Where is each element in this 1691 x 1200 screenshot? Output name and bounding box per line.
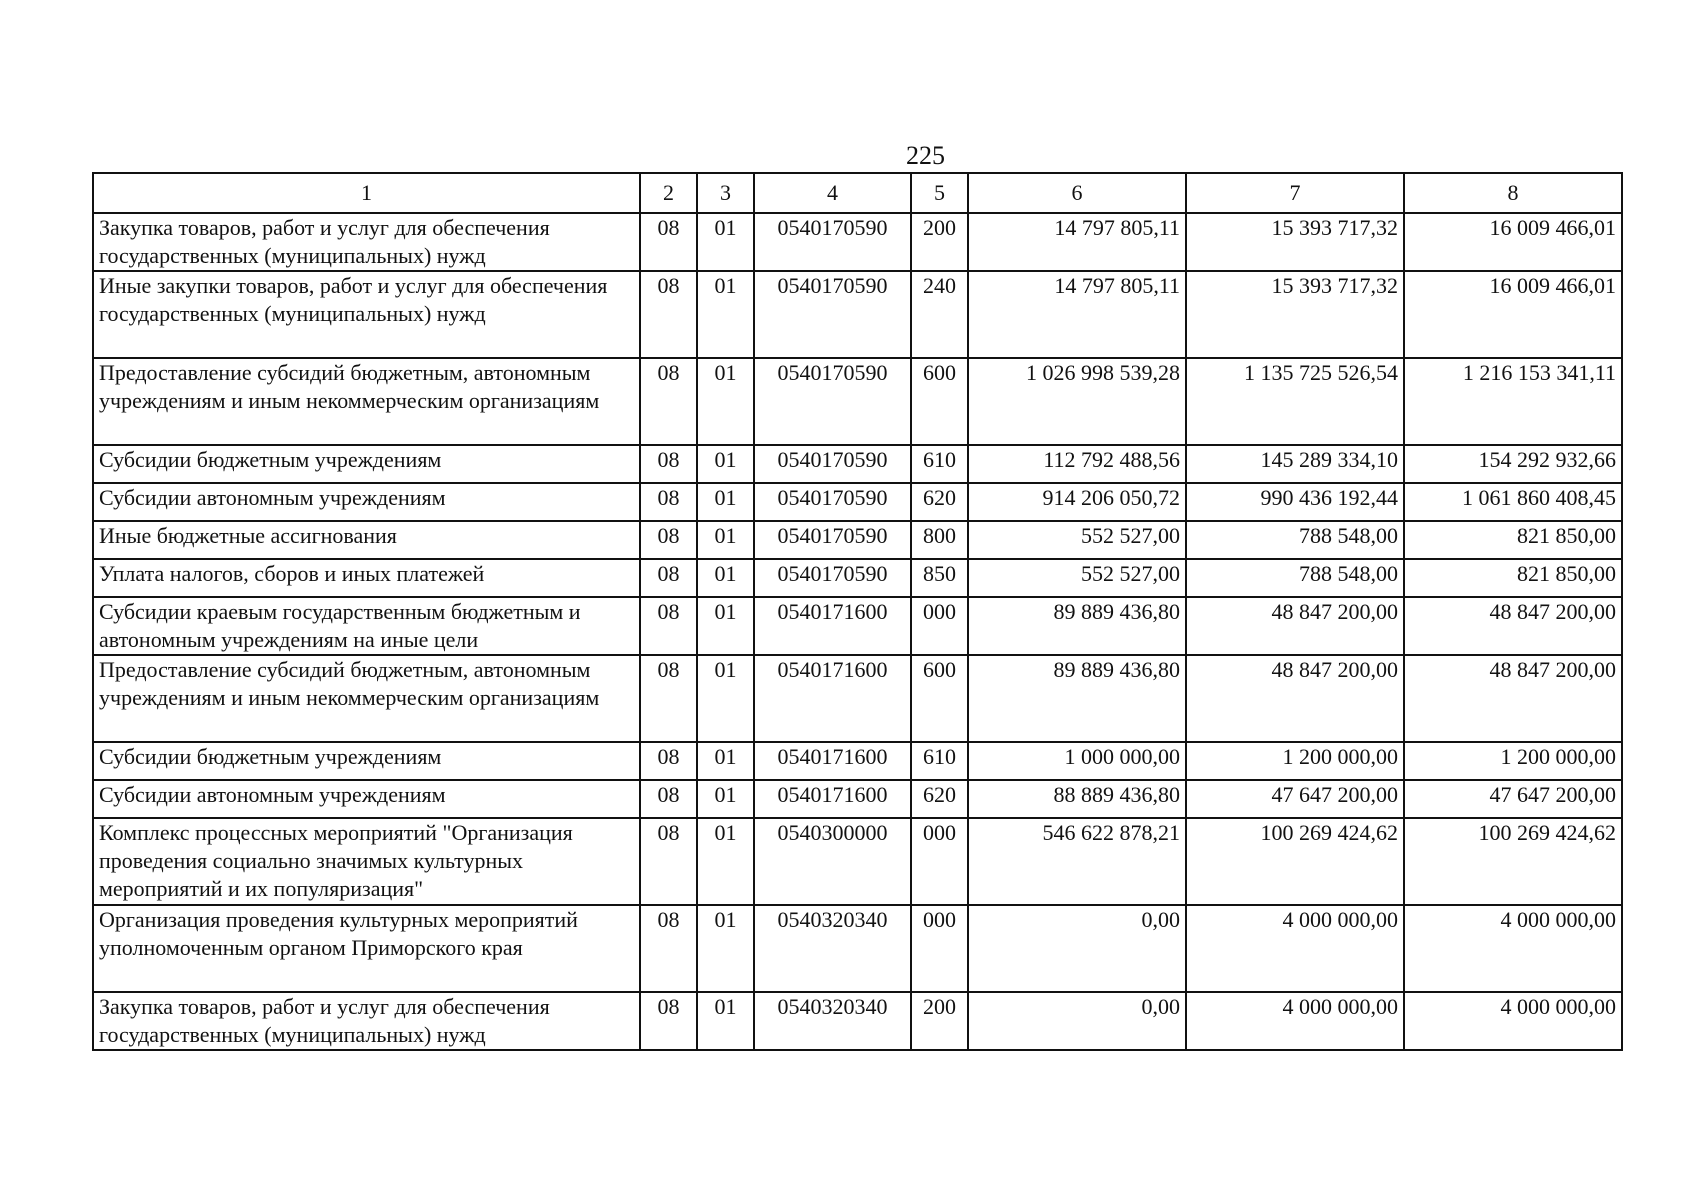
amount-cell: 990 436 192,44 bbox=[1186, 483, 1404, 521]
column-header: 4 bbox=[754, 173, 911, 213]
target-article-cell: 0540171600 bbox=[754, 780, 911, 818]
expense-type-cell: 620 bbox=[911, 780, 968, 818]
amount-cell: 15 393 717,32 bbox=[1186, 271, 1404, 358]
target-article-cell: 0540300000 bbox=[754, 818, 911, 905]
expense-type-cell: 000 bbox=[911, 597, 968, 655]
row-name-cell: Закупка товаров, работ и услуг для обеспечения государственных (муниципальных) нужд bbox=[93, 213, 640, 271]
section-code-cell: 08 bbox=[640, 655, 697, 742]
row-name-cell: Уплата налогов, сборов и иных платежей bbox=[93, 559, 640, 597]
row-name-cell: Закупка товаров, работ и услуг для обеспечения государственных (муниципальных) нужд bbox=[93, 992, 640, 1050]
amount-cell: 14 797 805,11 bbox=[968, 271, 1186, 358]
table-row bbox=[93, 271, 1622, 358]
expense-type-cell: 800 bbox=[911, 521, 968, 559]
target-article-cell: 0540170590 bbox=[754, 358, 911, 445]
table-row bbox=[93, 780, 1622, 818]
target-article-cell: 0540170590 bbox=[754, 559, 911, 597]
section-code-cell: 08 bbox=[640, 742, 697, 780]
column-header: 3 bbox=[697, 173, 754, 213]
target-article-cell: 0540171600 bbox=[754, 742, 911, 780]
expense-type-cell: 610 bbox=[911, 445, 968, 483]
amount-cell: 100 269 424,62 bbox=[1404, 818, 1622, 905]
expense-type-cell: 600 bbox=[911, 655, 968, 742]
table-row bbox=[93, 655, 1622, 742]
target-article-cell: 0540320340 bbox=[754, 905, 911, 992]
table-row bbox=[93, 818, 1622, 905]
row-name-cell: Субсидии автономным учреждениям bbox=[93, 483, 640, 521]
expense-type-cell: 610 bbox=[911, 742, 968, 780]
table-row bbox=[93, 597, 1622, 655]
amount-cell: 100 269 424,62 bbox=[1186, 818, 1404, 905]
subsection-code-cell: 01 bbox=[697, 992, 754, 1050]
amount-cell: 47 647 200,00 bbox=[1404, 780, 1622, 818]
table-row bbox=[93, 445, 1622, 483]
section-code-cell: 08 bbox=[640, 992, 697, 1050]
table-row bbox=[93, 213, 1622, 271]
section-code-cell: 08 bbox=[640, 818, 697, 905]
budget-table bbox=[92, 172, 1623, 1051]
subsection-code-cell: 01 bbox=[697, 905, 754, 992]
column-header: 2 bbox=[640, 173, 697, 213]
row-name-cell: Комплекс процессных мероприятий "Организация проведения социально значимых культурных мероприятий и их популяризация" bbox=[93, 818, 640, 905]
amount-cell: 16 009 466,01 bbox=[1404, 271, 1622, 358]
amount-cell: 1 061 860 408,45 bbox=[1404, 483, 1622, 521]
amount-cell: 0,00 bbox=[968, 905, 1186, 992]
section-code-cell: 08 bbox=[640, 521, 697, 559]
amount-cell: 552 527,00 bbox=[968, 559, 1186, 597]
amount-cell: 15 393 717,32 bbox=[1186, 213, 1404, 271]
target-article-cell: 0540170590 bbox=[754, 271, 911, 358]
subsection-code-cell: 01 bbox=[697, 445, 754, 483]
row-name-cell: Субсидии краевым государственным бюджетным и автономным учреждениям на иные цели bbox=[93, 597, 640, 655]
subsection-code-cell: 01 bbox=[697, 521, 754, 559]
subsection-code-cell: 01 bbox=[697, 358, 754, 445]
row-name-cell: Субсидии автономным учреждениям bbox=[93, 780, 640, 818]
expense-type-cell: 200 bbox=[911, 213, 968, 271]
amount-cell: 821 850,00 bbox=[1404, 559, 1622, 597]
amount-cell: 48 847 200,00 bbox=[1186, 597, 1404, 655]
row-name-cell: Субсидии бюджетным учреждениям bbox=[93, 742, 640, 780]
amount-cell: 1 000 000,00 bbox=[968, 742, 1186, 780]
amount-cell: 1 216 153 341,11 bbox=[1404, 358, 1622, 445]
table-row bbox=[93, 742, 1622, 780]
table-row bbox=[93, 905, 1622, 992]
expense-type-cell: 240 bbox=[911, 271, 968, 358]
amount-cell: 788 548,00 bbox=[1186, 559, 1404, 597]
amount-cell: 47 647 200,00 bbox=[1186, 780, 1404, 818]
page-number: 225 bbox=[906, 141, 945, 170]
subsection-code-cell: 01 bbox=[697, 742, 754, 780]
amount-cell: 145 289 334,10 bbox=[1186, 445, 1404, 483]
row-name-cell: Организация проведения культурных мероприятий уполномоченным органом Приморского края bbox=[93, 905, 640, 992]
section-code-cell: 08 bbox=[640, 483, 697, 521]
amount-cell: 546 622 878,21 bbox=[968, 818, 1186, 905]
column-header: 6 bbox=[968, 173, 1186, 213]
target-article-cell: 0540170590 bbox=[754, 445, 911, 483]
expense-type-cell: 620 bbox=[911, 483, 968, 521]
table-row bbox=[93, 483, 1622, 521]
expense-type-cell: 000 bbox=[911, 818, 968, 905]
target-article-cell: 0540171600 bbox=[754, 597, 911, 655]
amount-cell: 0,00 bbox=[968, 992, 1186, 1050]
subsection-code-cell: 01 bbox=[697, 483, 754, 521]
amount-cell: 821 850,00 bbox=[1404, 521, 1622, 559]
amount-cell: 89 889 436,80 bbox=[968, 655, 1186, 742]
target-article-cell: 0540170590 bbox=[754, 213, 911, 271]
amount-cell: 14 797 805,11 bbox=[968, 213, 1186, 271]
section-code-cell: 08 bbox=[640, 445, 697, 483]
section-code-cell: 08 bbox=[640, 905, 697, 992]
table-row bbox=[93, 992, 1622, 1050]
target-article-cell: 0540170590 bbox=[754, 521, 911, 559]
column-header: 1 bbox=[93, 173, 640, 213]
subsection-code-cell: 01 bbox=[697, 597, 754, 655]
amount-cell: 48 847 200,00 bbox=[1404, 597, 1622, 655]
target-article-cell: 0540320340 bbox=[754, 992, 911, 1050]
subsection-code-cell: 01 bbox=[697, 559, 754, 597]
column-header: 8 bbox=[1404, 173, 1622, 213]
amount-cell: 4 000 000,00 bbox=[1186, 905, 1404, 992]
subsection-code-cell: 01 bbox=[697, 271, 754, 358]
expense-type-cell: 200 bbox=[911, 992, 968, 1050]
table-row bbox=[93, 521, 1622, 559]
section-code-cell: 08 bbox=[640, 358, 697, 445]
expense-type-cell: 000 bbox=[911, 905, 968, 992]
section-code-cell: 08 bbox=[640, 597, 697, 655]
row-name-cell: Предоставление субсидий бюджетным, автономным учреждениям и иным некоммерческим организациям bbox=[93, 358, 640, 445]
amount-cell: 4 000 000,00 bbox=[1404, 992, 1622, 1050]
amount-cell: 4 000 000,00 bbox=[1404, 905, 1622, 992]
row-name-cell: Иные закупки товаров, работ и услуг для обеспечения государственных (муниципальных) нужд bbox=[93, 271, 640, 358]
row-name-cell: Субсидии бюджетным учреждениям bbox=[93, 445, 640, 483]
amount-cell: 89 889 436,80 bbox=[968, 597, 1186, 655]
section-code-cell: 08 bbox=[640, 271, 697, 358]
column-header: 7 bbox=[1186, 173, 1404, 213]
amount-cell: 88 889 436,80 bbox=[968, 780, 1186, 818]
subsection-code-cell: 01 bbox=[697, 780, 754, 818]
amount-cell: 1 200 000,00 bbox=[1404, 742, 1622, 780]
row-name-cell: Предоставление субсидий бюджетным, автономным учреждениям и иным некоммерческим организациям bbox=[93, 655, 640, 742]
amount-cell: 914 206 050,72 bbox=[968, 483, 1186, 521]
expense-type-cell: 850 bbox=[911, 559, 968, 597]
amount-cell: 4 000 000,00 bbox=[1186, 992, 1404, 1050]
column-header: 5 bbox=[911, 173, 968, 213]
amount-cell: 552 527,00 bbox=[968, 521, 1186, 559]
section-code-cell: 08 bbox=[640, 213, 697, 271]
row-name-cell: Иные бюджетные ассигнования bbox=[93, 521, 640, 559]
subsection-code-cell: 01 bbox=[697, 655, 754, 742]
amount-cell: 1 026 998 539,28 bbox=[968, 358, 1186, 445]
amount-cell: 112 792 488,56 bbox=[968, 445, 1186, 483]
section-code-cell: 08 bbox=[640, 780, 697, 818]
amount-cell: 788 548,00 bbox=[1186, 521, 1404, 559]
amount-cell: 16 009 466,01 bbox=[1404, 213, 1622, 271]
amount-cell: 154 292 932,66 bbox=[1404, 445, 1622, 483]
section-code-cell: 08 bbox=[640, 559, 697, 597]
table-row bbox=[93, 559, 1622, 597]
amount-cell: 1 200 000,00 bbox=[1186, 742, 1404, 780]
table-row bbox=[93, 358, 1622, 445]
header-row bbox=[93, 173, 1622, 213]
target-article-cell: 0540171600 bbox=[754, 655, 911, 742]
subsection-code-cell: 01 bbox=[697, 213, 754, 271]
amount-cell: 48 847 200,00 bbox=[1186, 655, 1404, 742]
subsection-code-cell: 01 bbox=[697, 818, 754, 905]
target-article-cell: 0540170590 bbox=[754, 483, 911, 521]
expense-type-cell: 600 bbox=[911, 358, 968, 445]
amount-cell: 48 847 200,00 bbox=[1404, 655, 1622, 742]
amount-cell: 1 135 725 526,54 bbox=[1186, 358, 1404, 445]
